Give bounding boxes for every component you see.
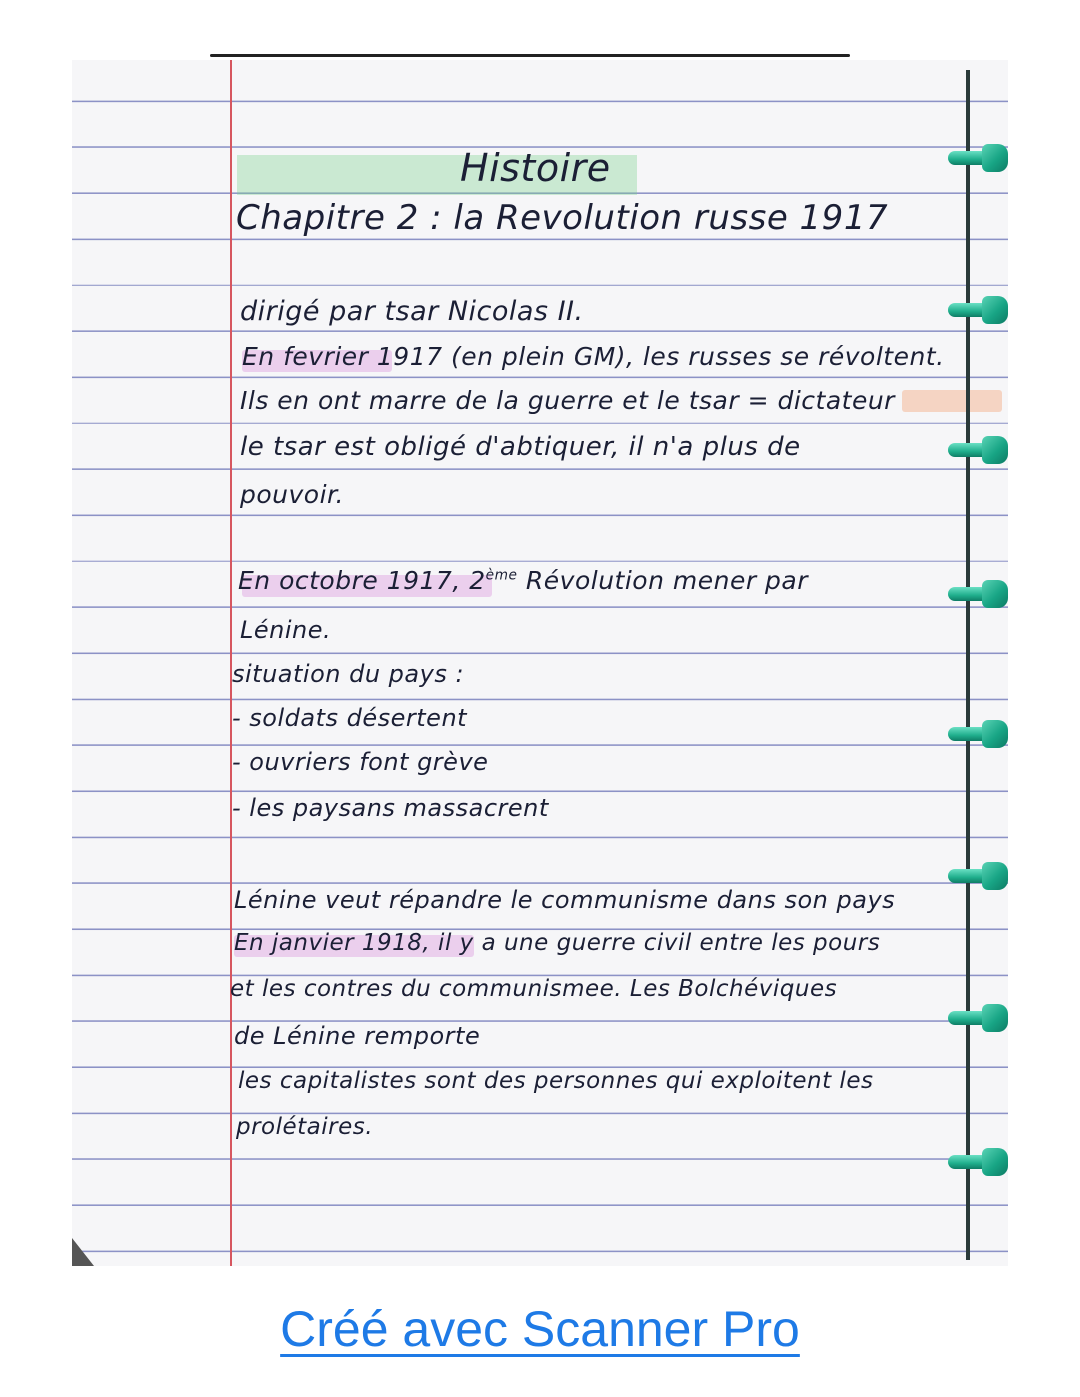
note-line-7: Lénine. [240,616,332,644]
note-line-2: En fevrier 1917 (en plein GM), les russes se révoltent. [242,342,945,371]
binder-ring-icon [948,576,1008,612]
note-line-janvier: En janvier 1918, il y a une guerre civil entre les pours [234,930,881,956]
scanner-pro-link[interactable]: Créé avec Scanner Pro [280,1301,800,1357]
october-superscript: ème [485,567,518,584]
binder-ring-icon [948,1000,1008,1036]
note-line-8: situation du pays : [232,660,465,688]
binder-ring-icon [948,1144,1008,1180]
list-item-paysans: - les paysans massacrent [232,794,549,822]
binder-ring-icon [948,858,1008,894]
binder-ring-icon [948,432,1008,468]
binder-ring-icon [948,292,1008,328]
binder-ring-icon [948,716,1008,752]
note-line-proletaires: prolétaires. [236,1114,374,1140]
note-line-1: dirigé par tsar Nicolas II. [240,296,584,327]
note-line-3: Ils en ont marre de la guerre et le tsar = dictateur [240,386,895,415]
page-heading: Histoire [460,146,611,190]
note-line-lenine: Lénine veut répandre le communisme dans son pays [234,886,896,914]
page-corner-fold [72,1238,94,1266]
list-item-ouvriers: - ouvriers font grève [232,748,489,776]
notebook-page [72,60,1008,1266]
chapter-title: Chapitre 2 : la Revolution russe 1917 [236,198,889,238]
note-line-capitalistes: les capitalistes sont des personnes qui exploitent les [238,1068,874,1094]
binder-ring-icon [948,140,1008,176]
list-item-soldats: - soldats désertent [232,704,468,732]
note-line-october [238,566,808,595]
note-line-contres: et les contres du communismee. Les Bolchéviques [230,976,838,1002]
highlight-dictateur [902,390,1002,412]
october-prefix: En octobre 1917, 2 [238,566,486,595]
note-line-remporte: de Lénine remporte [234,1022,481,1050]
note-line-4: le tsar est obligé d'abtiquer, il n'a plus de [240,432,801,462]
october-suffix: Révolution mener par [525,566,809,595]
page-top-edge [210,54,850,57]
note-line-5: pouvoir. [240,480,344,509]
binder-spine [966,70,970,1260]
